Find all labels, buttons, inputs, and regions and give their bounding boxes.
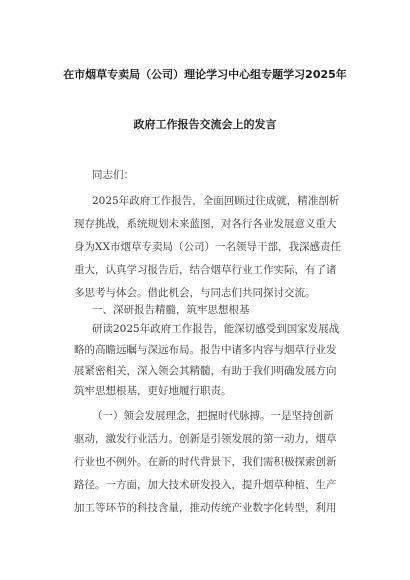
paragraph-line: 筑牢思想根基，更好地履行职责。 [74, 385, 232, 397]
salutation: 同志们： [92, 169, 134, 181]
paragraph-line: 略的高瞻远瞩与深远布局。报告中诸多内容与烟草行业发 [74, 344, 337, 356]
paragraph-line: 重大，认真学习报告后，结合烟草行业工作实际，有了诸 [74, 264, 337, 276]
paragraph-line: 加工等环节的科技含量，推动传统产业数字化转型，利用 [74, 502, 337, 514]
paragraph-line: 2025年政府工作报告，全面回顾过往成就，精准剖析 [92, 195, 340, 207]
paragraph-line: 驱动，激发行业活力。创新是引领发展的第一动力，烟草 [74, 433, 337, 445]
document-title-line-1: 在市烟草专卖局（公司）理论学习中心组专题学习2025年 [63, 68, 347, 81]
paragraph-line: 身为XX市烟草专卖局（公司）一名领导干部，我深感责任 [74, 241, 341, 253]
paragraph-line: 路径。一方面，加大技术研发投入，提升烟草种植、生产 [74, 479, 337, 491]
section-heading: 一、深研报告精髓，筑牢思想根基 [92, 304, 250, 316]
paragraph-line: 展紧密相关，深入领会其精髓，有助于我们明确发展方向 [74, 365, 337, 377]
paragraph-line: 现存挑战，系统规划未来蓝图，对各行各业发展意义重大 [74, 218, 337, 230]
paragraph-line: 行业也不例外。在新的时代背景下，我们需积极探索创新 [74, 456, 337, 468]
paragraph-line: （一）领会发展理念，把握时代脉搏。一是坚持创新 [92, 410, 334, 422]
document-title-line-2: 政府工作报告交流会上的发言 [133, 118, 277, 131]
paragraph-line: 研读2025年政府工作报告，能深切感受到国家发展战 [92, 323, 340, 335]
paragraph-line: 多思考与体会。借此机会，与同志们共同探讨交流。 [74, 287, 316, 299]
